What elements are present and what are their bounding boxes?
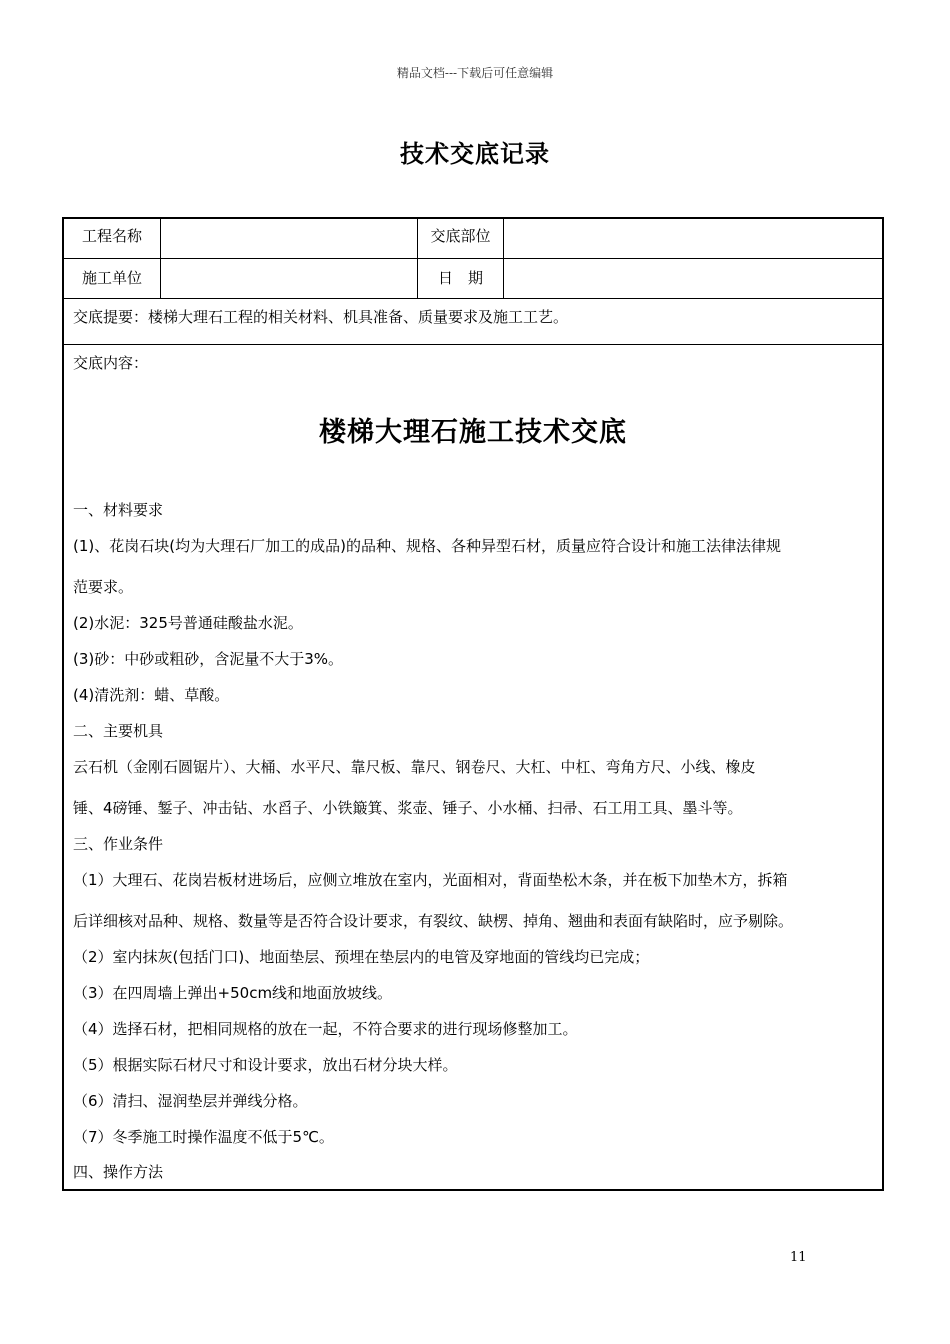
content-line: （5）根据实际石材尺寸和设计要求，放出石材分块大样。 [73,1056,458,1074]
location-field[interactable] [504,219,882,258]
content-line: (2)水泥：325号普通硅酸盐水泥。 [73,614,303,632]
content-line: (3)砂：中砂或粗砂，含泥量不大于3%。 [73,650,344,668]
project-name-field[interactable] [161,219,418,258]
content-line: （1）大理石、花岗岩板材进场后，应侧立堆放在室内，光面相对，背面垫松木条，并在板下加垫木方，拆箱 [73,871,788,889]
content-line: 后详细核对品种、规格、数量等是否符合设计要求，有裂纹、缺楞、掉角、翘曲和表面有缺陷时，应予剔除。 [73,912,794,930]
form-row-project [64,219,882,259]
content-line: 云石机（金刚石圆锯片）、大桶、水平尺、靠尺板、靠尺、钢卷尺、大杠、中杠、弯角方尺、小线、橡皮 [73,758,756,776]
content-title: 楼梯大理石施工技术交底 [319,417,627,448]
content-line: 范要求。 [73,578,134,596]
content-line: (4)清洗剂：蜡、草酸。 [73,686,230,704]
content-line: （2）室内抹灰(包括门口)、地面垫层、预埋在垫层内的电管及穿地面的管线均已完成； [73,948,650,966]
content-line: (1)、花岗石块(均为大理石厂加工的成品)的品种、规格、各种异型石材，质量应符合设计和施工法律法律规 [73,537,781,555]
document-title: 技术交底记录 [400,140,550,168]
content-line: （3）在四周墙上弹出+50cm线和地面放坡线。 [73,984,393,1002]
content-line: （4）选择石材，把相同规格的放在一起，不符合要求的进行现场修整加工。 [73,1020,578,1038]
unit-field[interactable] [161,259,418,298]
content-line: 锤、4磅锤、錾子、冲击钻、水舀子、小铁簸箕、浆壶、锤子、小水桶、扫帚、石工用工具、墨斗等。 [73,799,743,817]
location-label: 交底部位 [418,219,504,258]
section-heading: 四、操作方法 [73,1163,164,1181]
summary-text: 交底提要：楼梯大理石工程的相关材料、机具准备、质量要求及施工工艺。 [73,308,569,326]
header-note: 精品文档---下载后可任意编辑 [396,66,554,80]
section-heading: 三、作业条件 [73,835,164,853]
disclosure-form [62,217,884,1191]
content-line: （7）冬季施工时操作温度不低于5℃。 [73,1128,334,1146]
date-label: 日 期 [418,259,504,298]
date-field[interactable] [504,259,882,298]
page-number: 11 [790,1250,807,1265]
unit-label: 施工单位 [64,259,161,298]
form-row-unit [64,259,882,299]
section-heading: 一、材料要求 [73,501,164,519]
content-line: （6）清扫、湿润垫层并弹线分格。 [73,1092,308,1110]
content-label: 交底内容： [73,354,149,372]
section-heading: 二、主要机具 [73,722,164,740]
project-name-label: 工程名称 [64,219,161,258]
